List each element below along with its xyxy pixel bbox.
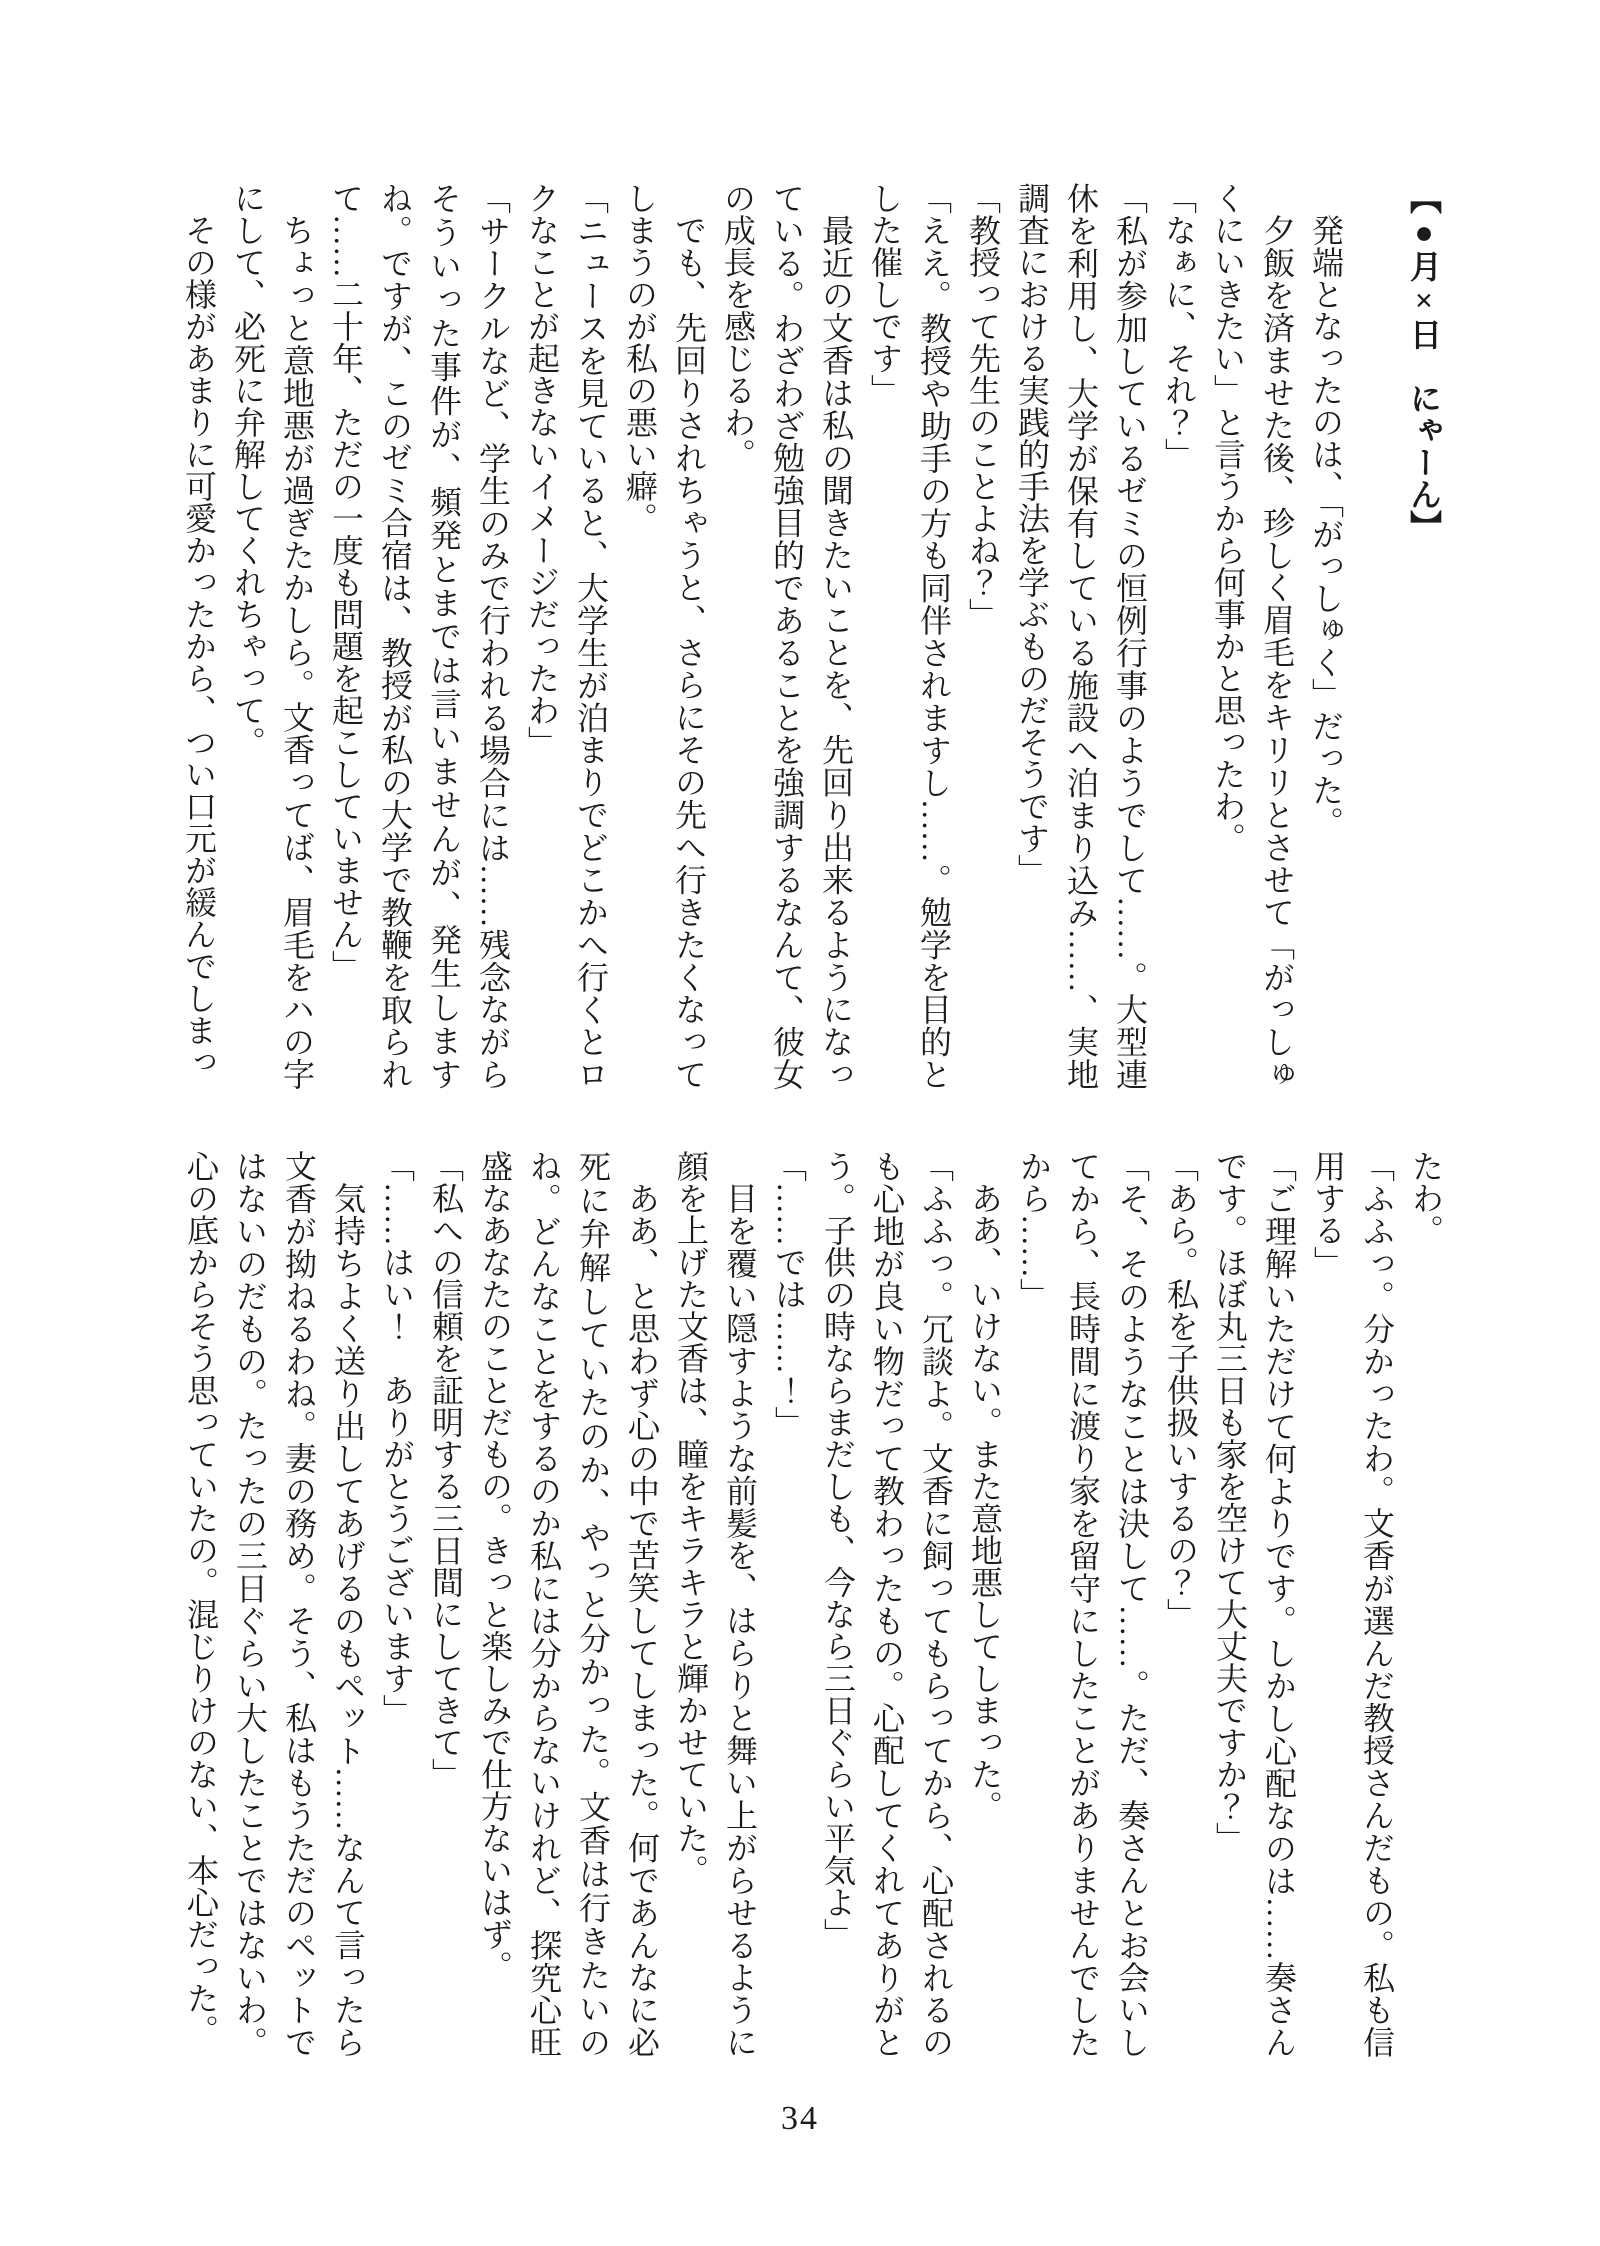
paragraph: 目を覆い隠すような前髪を、はらりと舞い上がらせるように顔を上げた文香は、瞳をキラキラと輝かせていた。 (673, 1150, 758, 2059)
paragraph: 「教授って先生のことよね？」 (965, 182, 1001, 630)
paragraph: 「ご理解いただけて何よりです。しかし心配なのは……奏さんです。ほぼ丸三日も家を空けて大丈夫ですか？」 (1212, 1150, 1297, 2058)
paragraph: 「ふふっ。冗談よ。文香に飼ってもらってから、心配されるのも心地が良い物だって教わったもの。心配してくれてありがとう。子供の時ならまだしも、今なら三日ぐらい平気よ」 (820, 1150, 954, 2059)
paragraph: 「私が参加しているゼミの恒例行事のようでして……。大型連休を利用し、大学が保有している施設へ泊まり込み……、実地調査における実践的手法を学ぶものだそうです」 (1014, 182, 1148, 1091)
text-block-top (172, 182, 1448, 1090)
paragraph: 「……はい！ ありがとうございます」 (379, 1150, 415, 1726)
paragraph: 最近の文香は私の聞きたいことを、先回り出来るようになっている。わざわざ勉強目的であることを強調するなんて、彼女の成長を感じるわ。 (720, 182, 854, 1091)
paragraph: 「ニュースを見ていると、大学生が泊まりでどこかへ行くとロクなことが起きないイメージだったわ」 (524, 182, 609, 1090)
paragraph: 夕飯を済ませた後、珍しく眉毛をキリリとさせて「がっしゅくにいきたい」と言うから何事かと思ったわ。 (1210, 182, 1295, 1090)
paragraph: 「……では……！」 (771, 1150, 807, 1438)
page-number: 34 (781, 2100, 819, 2137)
paragraph: 「ええ。教授や助手の方も同伴されますし……。勉学を目的とした催しです」 (867, 182, 952, 1091)
paragraph: 「サークルなど、学生のみで行われる場合には……残念ながらそういった事件が、頻発とまでは言いませんが、発生しますね。ですが、このゼミ合宿は、教授が私の大学で教鞭を取られて……二十年、ただの一度も問題を起こしていません」 (328, 182, 511, 1091)
paragraph: でも、先回りされちゃうと、さらにその先へ行きたくなってしまうのが私の悪い癖。 (622, 182, 707, 1091)
paragraph: ちょっと意地悪が過ぎたかしら。文香ってば、眉毛をハの字にして、必死に弁解してくれちゃって。 (230, 182, 315, 1090)
section-title: 【●月×日 にゃーん】 (1406, 182, 1442, 542)
paragraph: 「あら。私を子供扱いするの？」 (1163, 1150, 1199, 1630)
paragraph: 「なぁに、それ？」 (1161, 182, 1197, 470)
paragraph: たわ。 (1408, 1150, 1444, 1246)
paragraph: 発端となったのは、「がっしゅく」だった。 (1308, 214, 1344, 838)
paragraph: 気持ちよく送り出してあげるのもペット……なんて言ったら文香が拗ねるわね。妻の務め。そう、私はもうただのペットではないのだもの。たったの三日ぐらい大したことではないわ。心の底からそう思っていたの。混じりけのない、本心だった。 (183, 1150, 366, 2059)
paragraph: ああ、いけない。また意地悪してしまった。 (967, 1182, 1003, 1822)
paragraph: 「私への信頼を証明する三日間にしてきて」 (428, 1150, 464, 1790)
paragraph: その様があまりに可愛かったから、つい口元が緩んでしまっ (181, 214, 217, 1078)
paragraph: 「そ、そのようなことは決して……。ただ、奏さんとお会いしてから、長時間に渡り家を留守にしたことがありませんでしたから……」 (1016, 1150, 1150, 2059)
paragraph: 「ふふっ。分かったわ。文香が選んだ教授さんだもの。私も信用する」 (1310, 1150, 1395, 2058)
text-block-bottom (172, 1150, 1450, 2058)
paragraph: ああ、と思わず心の中で苦笑してしまった。何であんなに必死に弁解していたのか、やっと分かった。文香は行きたいのね。どんなことをするのか私には分からないけれど、探究心旺盛なあなたのことだもの。きっと楽しみで仕方ないはず。 (477, 1150, 660, 2059)
